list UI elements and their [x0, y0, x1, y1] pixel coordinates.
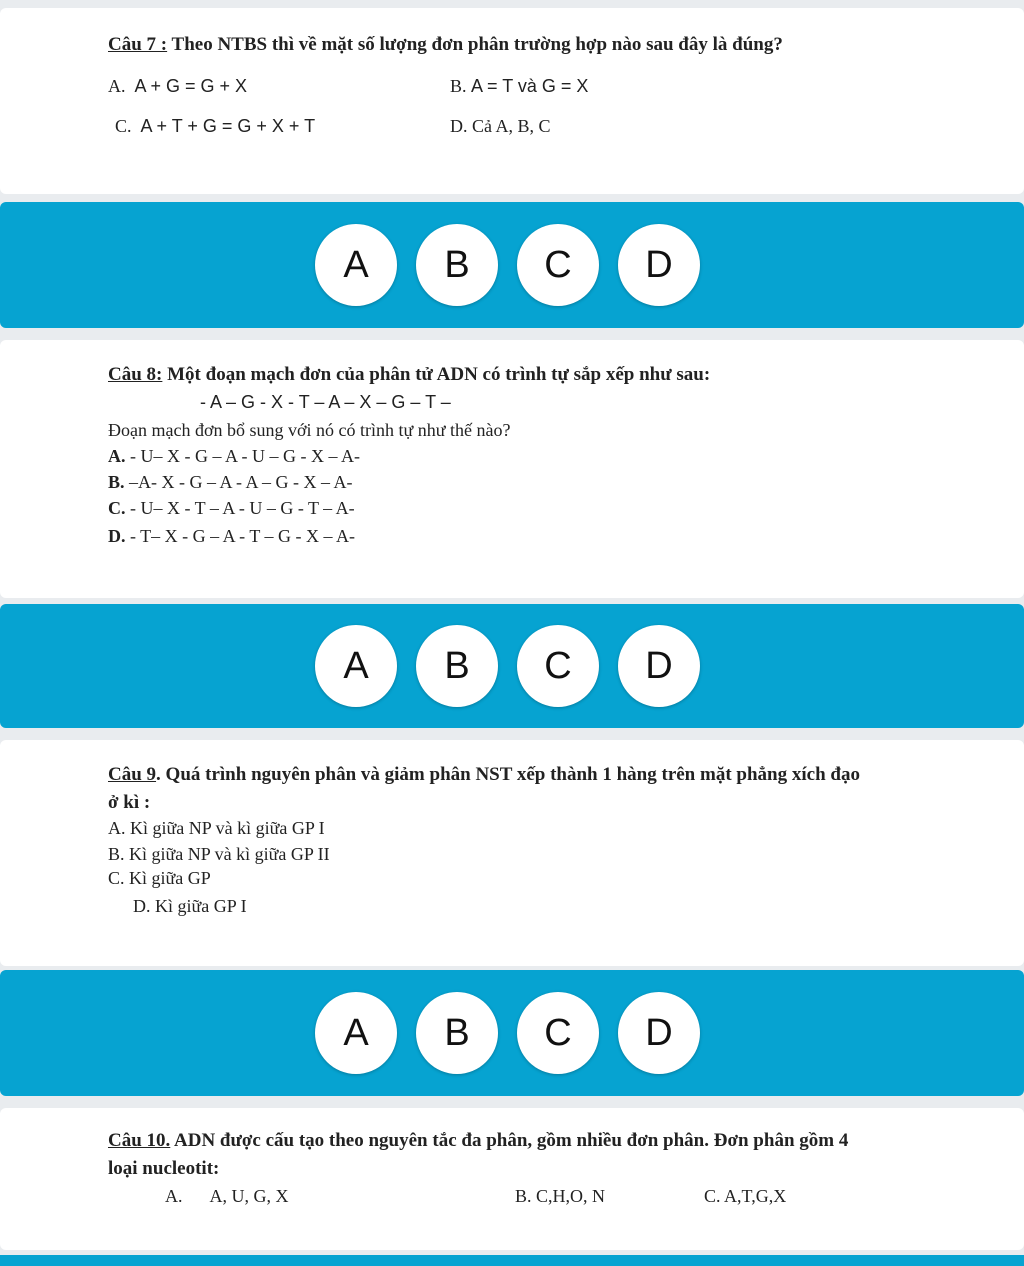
answer-a-button[interactable]: A	[315, 625, 397, 707]
question-10-label: Câu 10.	[108, 1130, 171, 1151]
option-text: A = T và G = X	[471, 76, 589, 96]
answer-band-bottom-edge	[0, 1255, 1024, 1266]
question-9-text-cont: ở kì :	[108, 792, 151, 813]
question-8-sequence: - A – G - X - T – A – X – G – T –	[200, 392, 451, 412]
question-7-option-a	[108, 76, 247, 97]
option-key: C.	[108, 498, 126, 518]
question-8-option-d	[108, 526, 355, 547]
question-10-text-cont: loại nucleotit:	[108, 1158, 220, 1179]
option-key: A.	[108, 76, 126, 96]
answer-b-button[interactable]: B	[416, 992, 498, 1074]
question-7-label: Câu 7 :	[108, 34, 168, 55]
question-8-prompt: Đoạn mạch đơn bổ sung với nó có trình tự như thế nào?	[108, 420, 511, 440]
question-10-option-a	[165, 1186, 289, 1207]
question-9-option-b	[108, 844, 330, 865]
question-9-card	[0, 740, 1024, 966]
question-10-option-c	[704, 1186, 786, 1207]
answer-c-button[interactable]: C	[517, 625, 599, 707]
option-key: B.	[515, 1186, 532, 1206]
question-10-card	[0, 1108, 1024, 1250]
option-key: D.	[108, 526, 126, 546]
answer-c-button[interactable]: C	[517, 992, 599, 1074]
question-10-text: ADN được cấu tạo theo nguyên tắc đa phân, gồm nhiều đơn phân. Đơn phân gồm 4	[170, 1130, 849, 1151]
question-8-label: Câu 8:	[108, 364, 163, 385]
option-key: D.	[450, 116, 468, 136]
question-8-text: Một đoạn mạch đơn của phân tử ADN có trình tự sắp xếp như sau:	[162, 364, 711, 385]
option-key: B.	[450, 76, 467, 96]
option-text: - U– X - T – A - U – G - T – A-	[125, 498, 355, 518]
option-key: A.	[108, 818, 126, 838]
question-7-option-b	[450, 76, 588, 97]
question-10-title	[108, 1130, 848, 1152]
question-8-title	[108, 364, 710, 386]
answer-d-button[interactable]: D	[618, 992, 700, 1074]
question-9-text: . Quá trình nguyên phân và giảm phân NST xếp thành 1 hàng trên mặt phẳng xích đạo	[156, 764, 860, 785]
option-key: C.	[704, 1186, 721, 1206]
answer-band-q9	[0, 970, 1024, 1096]
option-text: A,T,G,X	[724, 1186, 787, 1206]
option-text: - T– X - G – A - T – G - X – A-	[125, 526, 355, 546]
question-7-option-d	[450, 116, 551, 137]
answer-d-button[interactable]: D	[618, 625, 700, 707]
option-text: Kì giữa GP	[129, 868, 211, 888]
question-7-text: Theo NTBS thì về mặt số lượng đơn phân trường hợp nào sau đây là đúng?	[167, 34, 783, 55]
answer-d-button[interactable]: D	[618, 224, 700, 306]
option-text: –A- X - G – A - A – G - X – A-	[124, 472, 353, 492]
option-key: D.	[133, 896, 151, 916]
question-9-label: Câu 9	[108, 764, 157, 785]
option-key: B.	[108, 844, 125, 864]
option-text: Kì giữa NP và kì giữa GP I	[130, 818, 325, 838]
option-text: Cả A, B, C	[472, 116, 551, 136]
question-9-title	[108, 764, 860, 786]
option-text: A + T + G = G + X + T	[140, 116, 316, 136]
option-key: B.	[108, 472, 125, 492]
question-8-option-a	[108, 446, 360, 467]
question-9-option-a	[108, 818, 325, 839]
answer-band-q8	[0, 604, 1024, 728]
question-9-option-d	[133, 896, 247, 917]
option-key: A.	[108, 446, 126, 466]
answer-band-q7	[0, 202, 1024, 328]
question-7-title	[108, 34, 783, 56]
question-10-option-b	[515, 1186, 605, 1207]
option-key: C.	[108, 868, 125, 888]
answer-a-button[interactable]: A	[315, 992, 397, 1074]
question-8-option-b	[108, 472, 353, 493]
question-7-card	[0, 8, 1024, 194]
question-7-option-c	[115, 116, 315, 137]
option-text: A, U, G, X	[209, 1186, 289, 1206]
option-key: C.	[115, 116, 132, 136]
question-8-option-c	[108, 498, 355, 519]
question-9-option-c	[108, 868, 211, 889]
answer-b-button[interactable]: B	[416, 224, 498, 306]
option-text: Kì giữa NP và kì giữa GP II	[129, 844, 330, 864]
option-key: A.	[165, 1186, 183, 1206]
answer-c-button[interactable]: C	[517, 224, 599, 306]
option-text: - U– X - G – A - U – G - X – A-	[125, 446, 360, 466]
option-text: C,H,O, N	[536, 1186, 606, 1206]
answer-b-button[interactable]: B	[416, 625, 498, 707]
option-text: Kì giữa GP I	[155, 896, 247, 916]
question-8-card	[0, 340, 1024, 598]
option-text: A + G = G + X	[134, 76, 248, 96]
answer-a-button[interactable]: A	[315, 224, 397, 306]
